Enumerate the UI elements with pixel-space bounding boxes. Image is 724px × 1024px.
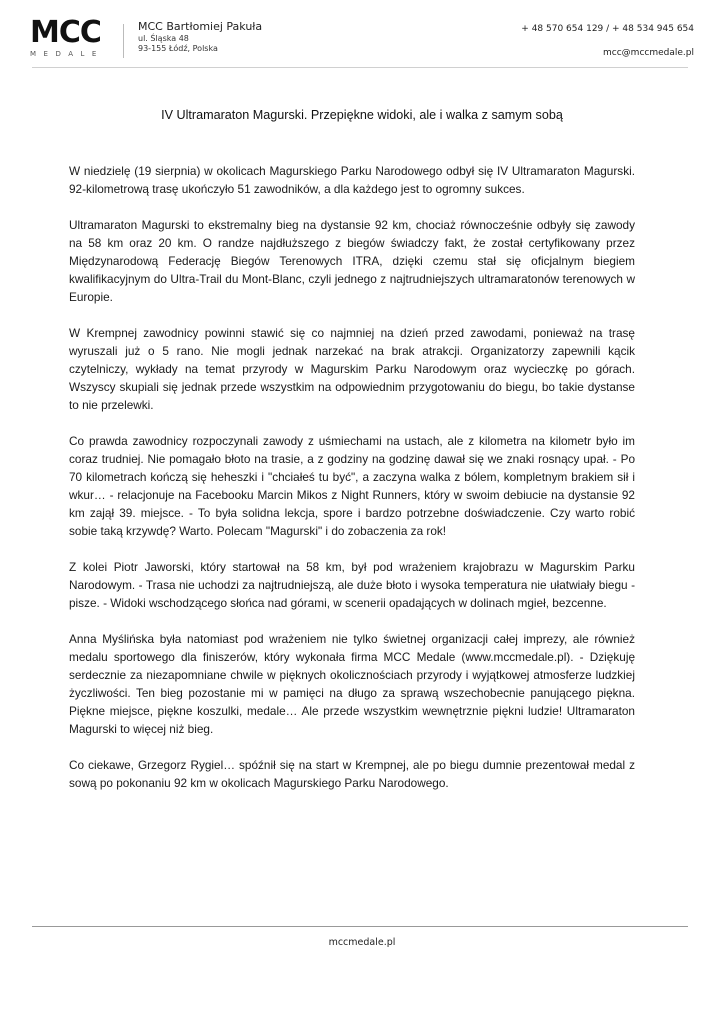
logo-wordmark: MCC — [30, 15, 101, 50]
footer-divider — [32, 926, 688, 927]
paragraph-2: Ultramaraton Magurski to ekstremalny bieg na dystansie 92 km, chociaż równocześnie odbyły się zawody na 58 km oraz 20 km. O randze najdłuższego z biegów świadczy fakt, że został certyfikowany przez Międzynarodową Federację Biegów Terenowych ITRA, dzięki czemu stał się oficjalnym biegiem kwalifikacyjnym do Ultra-Trail du Mont-Blanc, czyli jednego z najtrudniejszych ultramaratonów terenowych w Europie. — [69, 218, 635, 304]
footer-website: mccmedale.pl — [328, 937, 396, 948]
logo-tagline: MEDALE — [30, 50, 104, 58]
logo-divider — [123, 24, 124, 58]
address-city: 93-155 Łódź, Polska — [138, 44, 218, 53]
contact-email: mcc@mccmedale.pl — [603, 48, 694, 58]
paragraph-3: W Krempnej zawodnicy powinni stawić się co najmniej na dzień przed zawodami, ponieważ na trasę wyruszali już o 5 rano. Nie mogli jednak narzekać na brak atrakcji. Organizatorzy zapewnili kącik czytelniczy, wykłady na temat przyrody w Magurskim Parku Narodowym oraz wycieczkę po górach. Wszyscy skupiali się jednak przede wszystkim na odpowiednim przygotowaniu do biegu, bo takie dystanse to nie przelewki. — [69, 326, 635, 412]
contact-info — [521, 23, 694, 59]
header-divider — [32, 67, 688, 68]
address-street: ul. Śląska 48 — [138, 34, 189, 43]
paragraph-7: Co ciekawe, Grzegorz Rygiel… spóźnił się na start w Krempnej, ale po biegu dumnie prezentował medal z sową po pokonaniu 92 km w okolicach Magurskiego Parku Narodowego. — [69, 758, 635, 790]
company-logo — [30, 15, 104, 58]
paragraph-6: Anna Myślińska była natomiast pod wrażeniem nie tylko świetnej organizacji całej imprezy, ale również medalu sportowego dla finiszerów, który wykonała firma MCC Medale (www.mccmedale.pl). - Dziękuję serdecznie za niezapomniane chwile w pięknych okolicznościach przyrody i wyjątkowej atmosferze ludzkiej życzliwości. Ten bieg pozostanie mi w pamięci na długo za sprawą wszechobecnie panującego piękna. Piękne miejsce, piękne koszulki, medale… Ale przede wszystkim wewnętrznie piękni ludzie! Ultramaraton Magurski to więcej niż bieg. — [69, 632, 635, 736]
letterhead — [30, 15, 694, 62]
company-info — [138, 20, 262, 54]
contact-phones: + 48 570 654 129 / + 48 534 945 654 — [521, 24, 694, 34]
article-body — [69, 162, 635, 810]
company-name: MCC Bartłomiej Pakuła — [138, 20, 263, 33]
article-title: IV Ultramaraton Magurski. Przepiękne widoki, ale i walka z samym sobą — [161, 108, 563, 122]
paragraph-1: W niedzielę (19 sierpnia) w okolicach Magurskiego Parku Narodowego odbył się IV Ultramaraton Magurski. 92-kilometrową trasę ukończyło 51 zawodników, a dla każdego jest to ogromny sukces. — [69, 164, 635, 196]
paragraph-4: Co prawda zawodnicy rozpoczynali zawody z uśmiechami na ustach, ale z kilometra na kilometr było im coraz trudniej. Nie pomagało błoto na trasie, a z godziny na godzinę dawał się we znaki rosnący upał. - Po 70 kilometrach kończą się heheszki i "chciałeś tu być", a zaczyna walka z bólem, kompletnym brakiem sił i wkur… - relacjonuje na Facebooku Marcin Mikos z Night Runners, który w swoim debiucie na dystansie 92 km zajął 39. miejsce. - To była solidna lekcja, spore i bardzo potrzebne doświadczenie. Czy warto robić sobie taką krzywdę? Warto. Polecam "Magurski" i do zobaczenia za rok! — [69, 434, 635, 538]
paragraph-5: Z kolei Piotr Jaworski, który startował na 58 km, był pod wrażeniem krajobrazu w Magurskim Parku Narodowym. - Trasa nie uchodzi za najtrudniejszą, ale duże błoto i wysoka temperatura nie ułatwiały biegu - pisze. - Widoki wschodzącego słońca nad górami, w scenerii opadających w dolinach mgieł, bezcenne. — [69, 560, 635, 610]
